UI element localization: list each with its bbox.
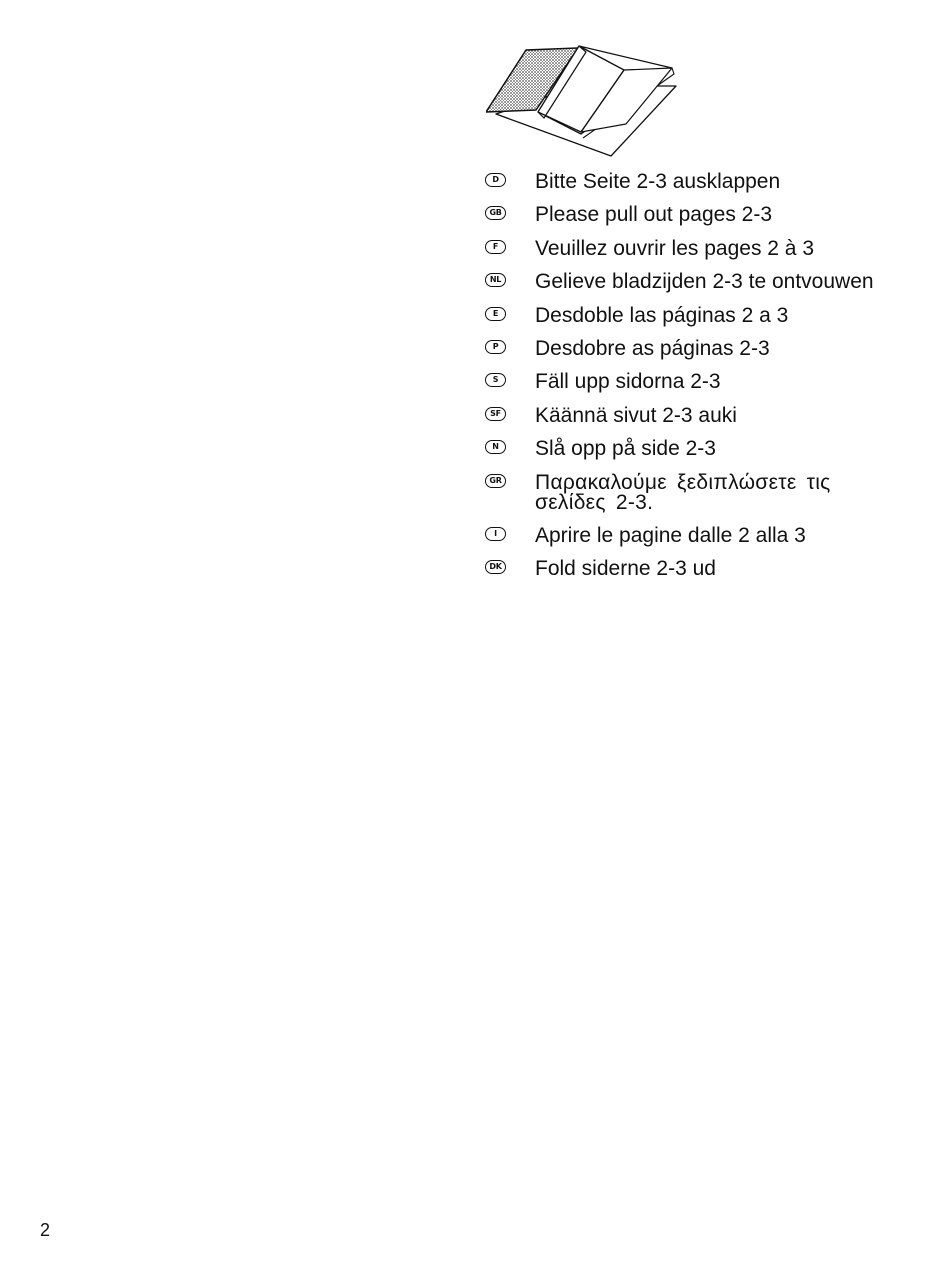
- list-item: [485, 553, 874, 586]
- page-number: 2: [40, 1220, 51, 1240]
- language-badge-f: F: [485, 240, 506, 254]
- language-badge-gr: GR: [485, 474, 506, 488]
- list-item: [485, 400, 874, 433]
- language-badge-p: P: [485, 340, 506, 354]
- instruction-text: Please pull out pages 2-3: [535, 203, 772, 227]
- instruction-text: Desdobre as páginas 2-3: [535, 336, 770, 360]
- list-item: [485, 166, 874, 199]
- list-item: [485, 300, 874, 333]
- instruction-text: Gelieve bladzijden 2-3 te ontvouwen: [535, 270, 874, 294]
- list-item: [485, 366, 874, 399]
- language-badge-dk: DK: [485, 560, 506, 574]
- instruction-text: Fäll upp sidorna 2-3: [535, 370, 721, 394]
- list-item: [485, 433, 874, 466]
- instruction-text: Fold siderne 2-3 ud: [535, 557, 716, 581]
- list-item: [485, 266, 874, 299]
- list-item: [485, 520, 874, 553]
- language-instructions-list: [485, 166, 874, 587]
- language-badge-i: I: [485, 527, 506, 541]
- instruction-text: Παρακαλούμε ξεδιπλώσετε τις σελίδες 2-3.: [535, 470, 831, 514]
- list-item: [485, 233, 874, 266]
- list-item: [485, 333, 874, 366]
- list-item: [485, 199, 874, 232]
- instruction-text: Aprire le pagine dalle 2 alla 3: [535, 523, 806, 547]
- list-item: [485, 467, 865, 520]
- language-badge-n: N: [485, 440, 506, 454]
- folded-booklet-icon: [486, 38, 678, 160]
- language-badge-d: D: [485, 173, 506, 187]
- language-badge-s: S: [485, 373, 506, 387]
- language-badge-e: E: [485, 307, 506, 321]
- instruction-text: Käännä sivut 2-3 auki: [535, 403, 737, 427]
- instruction-text: Desdoble las páginas 2 a 3: [535, 303, 789, 327]
- language-badge-gb: GB: [485, 206, 506, 220]
- instruction-text: Slå opp på side 2-3: [535, 437, 716, 461]
- language-badge-sf: SF: [485, 407, 506, 421]
- language-badge-nl: NL: [485, 273, 506, 287]
- instruction-text: Bitte Seite 2-3 ausklappen: [535, 170, 781, 193]
- instruction-text: Veuillez ouvrir les pages 2 à 3: [535, 236, 814, 260]
